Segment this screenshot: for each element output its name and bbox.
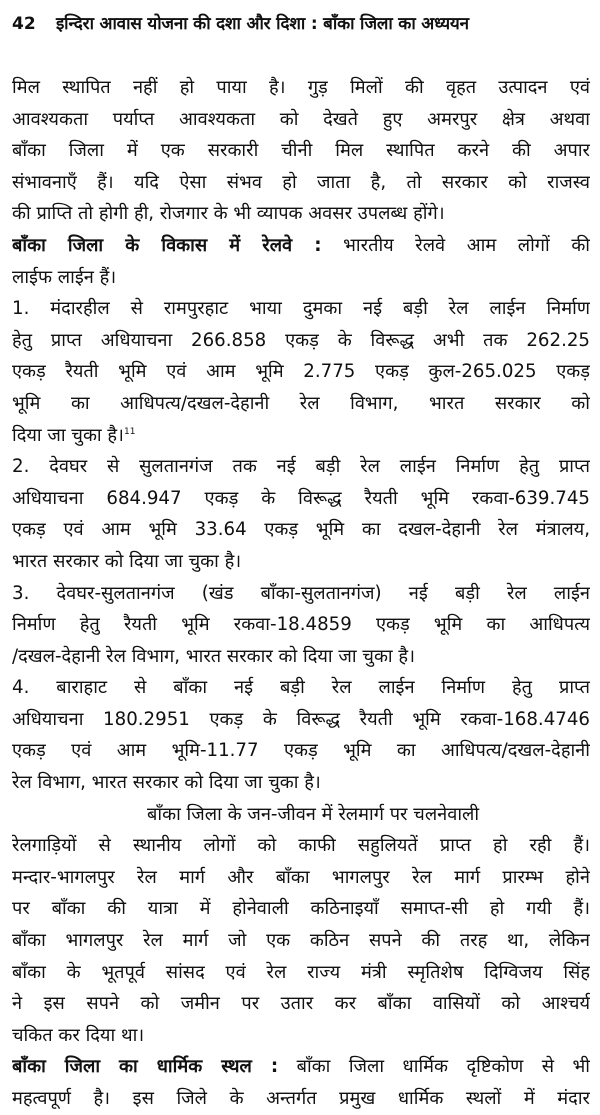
text-line: 4. बाराहाट से बाँका नई बड़ी रेल लाईन निर्माण हेतु प्राप्त bbox=[12, 677, 590, 699]
text-line: आवश्यकता पर्याप्त आवश्यकता को देखते हुए अमरपुर क्षेत्र अथवा bbox=[12, 108, 590, 130]
text-line: हेतु प्राप्त अधियाचना 266.858 एकड़ के विरूद्ध अभी तक 262.25 bbox=[12, 329, 590, 351]
text-line: 2. देवघर से सुलतानगंज तक नई बड़ी रेल लाईन निर्माण हेतु प्राप्त bbox=[12, 456, 590, 478]
section-heading-railway: बाँका जिला के विकास में रेलवे : bbox=[12, 234, 322, 256]
list-item-4 bbox=[12, 672, 590, 798]
paragraph-sugar-mill bbox=[12, 72, 590, 230]
text-line: ने इस सपने को जमीन पर उतार कर बाँका वासियों को आश्चर्य bbox=[12, 993, 590, 1015]
text-line: एकड़ एवं आम भूमि 33.64 एकड़ भूमि का दखल-देहानी रेल मंत्रालय, bbox=[12, 519, 590, 541]
text-line: संभावनाएँ हैं। यदि ऐसा संभव हो जाता है, तो सरकार को राजस्व bbox=[12, 171, 590, 193]
text-line: पर बाँका की यात्रा में होनेवाली कठिनाइयाँ समाप्त-सी हो गयी हैं। bbox=[12, 898, 590, 920]
footnote-marker: 11 bbox=[123, 426, 136, 437]
text-line: लाईफ लाईन हैं। bbox=[12, 266, 117, 288]
text-line: बाँका जिला के जन-जीवन में रेलमार्ग पर चलनेवाली bbox=[147, 803, 480, 825]
text-line: रेल विभाग, भारत सरकार को दिया जा चुका है। bbox=[12, 772, 321, 794]
text-line: /दखल-देहानी रेल विभाग, भारत सरकार को दिया जा चुका है। bbox=[12, 645, 415, 667]
text-line: मिल स्थापित नहीं हो पाया है। गुड़ मिलों की वृहत उत्पादन एवं bbox=[12, 77, 590, 98]
running-header bbox=[12, 12, 590, 38]
page-body bbox=[12, 72, 590, 1115]
section-heading-religious: बाँका जिला का धार्मिक स्थल : bbox=[12, 1056, 279, 1078]
text-line: एकड़ एवं आम भूमि-11.77 एकड़ भूमि का आधिपत्य/दखल-देहानी bbox=[12, 740, 590, 762]
paragraph-rail-benefits bbox=[12, 799, 590, 1052]
text-line bbox=[12, 420, 590, 452]
text-line: बाँका के भूतपूर्व सांसद एवं रेल राज्य मंत्री स्मृतिशेष दिग्विजय सिंह bbox=[12, 961, 590, 983]
text-line bbox=[12, 230, 590, 262]
text-line: 1. मंदारहील से रामपुरहाट भाया दुमका नई बड़ी रेल लाईन निर्माण bbox=[12, 298, 590, 320]
text-line: भारत सरकार को दिया जा चुका है। bbox=[12, 550, 242, 572]
page-number: 42 bbox=[12, 14, 36, 34]
running-title: इन्दिरा आवास योजना की दशा और दिशा : बाँका जिला का अध्ययन bbox=[56, 14, 469, 34]
text-line: 3. देवघर-सुलतानगंज (खंड बाँका-सुलतानगंज) नई बड़ी रेल लाईन bbox=[12, 582, 590, 604]
text-line: मन्दार-भागलपुर रेल मार्ग और बाँका भागलपुर रेल मार्ग प्रारम्भ होने bbox=[12, 866, 590, 888]
text-line: निर्माण हेतु रैयती भूमि रकवा-18.4859 एकड़ भूमि का आधिपत्य bbox=[12, 614, 590, 636]
text-line: चकित कर दिया था। bbox=[12, 1024, 145, 1046]
list-item-2 bbox=[12, 451, 590, 577]
text-fragment: दिया जा चुका है। bbox=[12, 424, 124, 446]
list-item-1 bbox=[12, 293, 590, 451]
text-line: बाँका जिला में एक सरकारी चीनी मिल स्थापित करने की अपार bbox=[12, 140, 590, 162]
heading-continuation: भारतीय रेलवे आम लोगों की bbox=[343, 234, 590, 256]
text-line: की प्राप्ति तो होगी ही, रोजगार के भी व्यापक अवसर उपलब्ध होंगे। bbox=[12, 203, 445, 225]
railway-heading-paragraph bbox=[12, 230, 590, 293]
text-line bbox=[12, 1051, 590, 1083]
text-line: भूमि का आधिपत्य/दखल-देहानी रेल विभाग, भारत सरकार को bbox=[12, 392, 590, 414]
text-line: अधियाचना 684.947 एकड़ के विरूद्ध रैयती भूमि रकवा-639.745 bbox=[12, 487, 590, 509]
list-item-3 bbox=[12, 578, 590, 673]
text-line: अधियाचना 180.2951 एकड़ के विरूद्ध रैयती भूमि रकवा-168.4746 bbox=[12, 708, 590, 730]
religious-heading-paragraph bbox=[12, 1051, 590, 1114]
text-line: एकड़ रैयती भूमि एवं आम भूमि 2.775 एकड़ कुल-265.025 एकड़ bbox=[12, 361, 590, 383]
text-line: रेलगाड़ियों से स्थानीय लोगों को काफी सहुलियतें प्राप्त हो रही हैं। bbox=[12, 835, 590, 857]
text-line: महत्वपूर्ण है। इस जिले के अन्तर्गत प्रमुख धार्मिक स्थलों में मंदार bbox=[12, 1088, 590, 1109]
heading-continuation: बाँका जिला धार्मिक दृष्टिकोण से भी bbox=[296, 1056, 590, 1078]
text-line: बाँका भागलपुर रेल मार्ग जो एक कठिन सपने की तरह था, लेकिन bbox=[12, 930, 590, 952]
